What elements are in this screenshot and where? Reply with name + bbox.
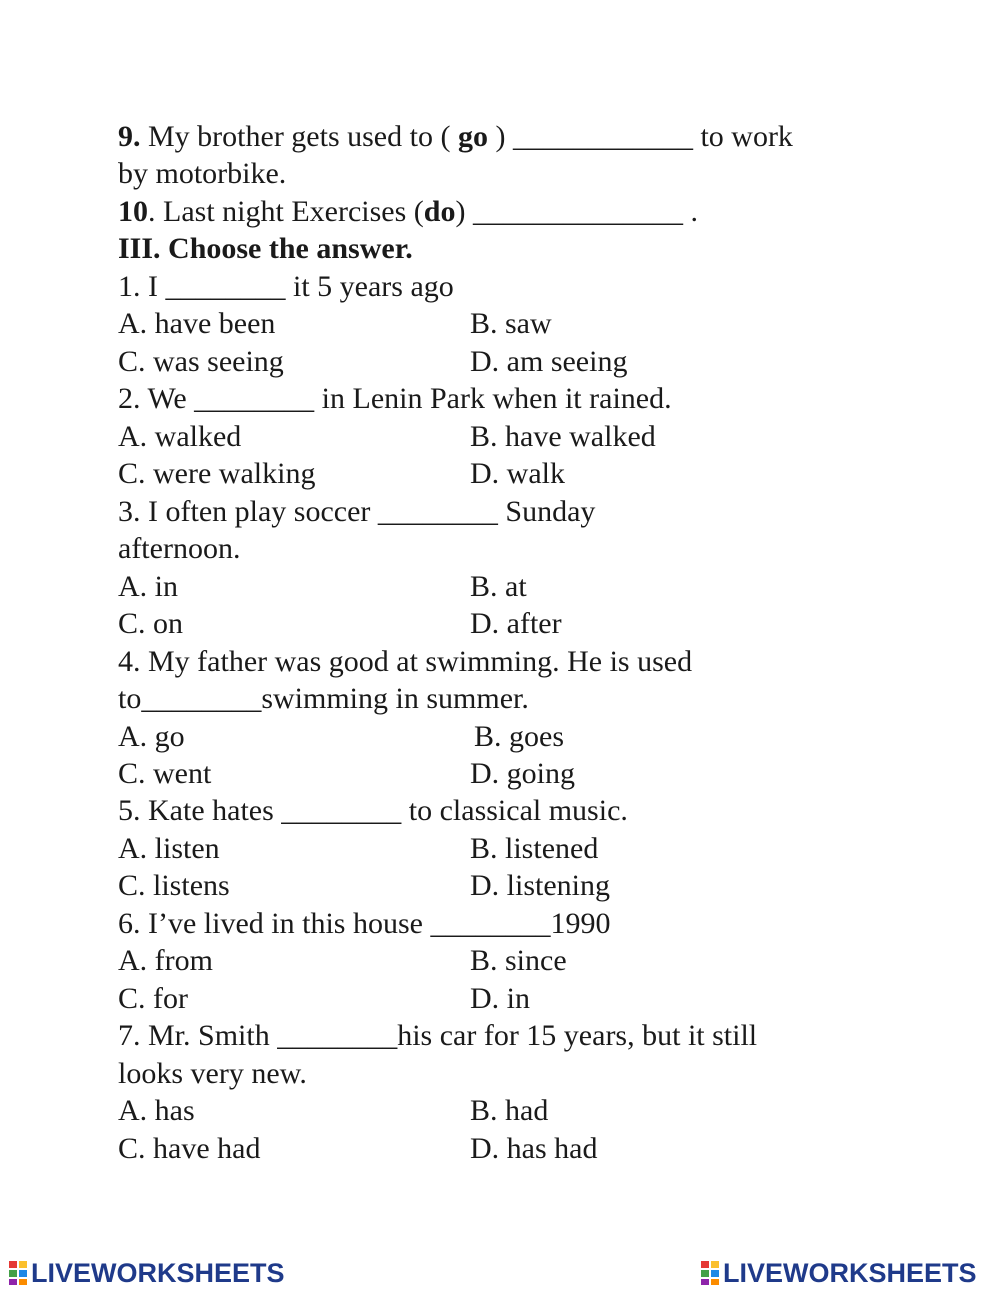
option-c[interactable]: C. on [118,607,184,640]
question-9-line-2: by motorbike. [118,157,287,190]
option-a[interactable]: A. go [118,720,185,753]
section-title: III. Choose the answer. [118,232,413,265]
question-number: 9. [118,120,141,153]
option-a[interactable]: A. listen [118,832,220,865]
mc-question-stem: 1. I ________ it 5 years ago [118,270,454,303]
option-d[interactable]: D. going [470,757,575,790]
liveworksheets-icon [8,1260,28,1286]
brand-text: LIVEWORKSHEETS [31,1257,285,1288]
option-b[interactable]: B. since [470,944,567,977]
option-d[interactable]: D. listening [470,869,610,902]
option-a[interactable]: A. walked [118,420,242,453]
option-d[interactable]: D. has had [470,1132,598,1165]
option-d[interactable]: D. am seeing [470,345,628,378]
option-a[interactable]: A. has [118,1094,195,1127]
brand-text: LIVEWORKSHEETS [723,1257,977,1288]
option-b[interactable]: B. goes [474,720,564,753]
liveworksheets-logo-left [8,1256,285,1290]
question-verb: do [423,195,456,228]
mc-question-stem: 6. I’ve lived in this house ________1990 [118,907,611,940]
mc-question-stem: 7. Mr. Smith ________his car for 15 years, but it still [118,1019,758,1052]
option-b[interactable]: B. at [470,570,527,603]
option-c[interactable]: C. went [118,757,212,790]
option-c[interactable]: C. listens [118,869,230,902]
liveworksheets-icon [700,1260,720,1286]
option-c[interactable]: C. have had [118,1132,261,1165]
option-d[interactable]: D. walk [470,457,565,490]
question-verb: go [457,120,488,153]
question-text: My brother gets used to ( [140,120,458,153]
mc-question-stem-cont: to________swimming in summer. [118,682,529,715]
option-a[interactable]: A. from [118,944,213,977]
option-b[interactable]: B. listened [470,832,599,865]
option-b[interactable]: B. have walked [470,420,656,453]
option-c[interactable]: C. for [118,982,188,1015]
option-a[interactable]: A. have been [118,307,276,340]
mc-question-stem: 5. Kate hates ________ to classical music. [118,794,628,827]
question-text: ) ____________ to work [487,120,793,153]
option-b[interactable]: B. had [470,1094,549,1127]
mc-question-stem: 3. I often play soccer ________ Sunday [118,495,596,528]
liveworksheets-logo-right [700,1256,977,1290]
mc-question-stem-cont: afternoon. [118,532,241,565]
mc-question-stem-cont: looks very new. [118,1057,307,1090]
question-9-line-1 [118,119,793,155]
question-text: . Last night Exercises ( [148,195,424,228]
option-a[interactable]: A. in [118,570,178,603]
question-text: ) ______________ . [455,195,698,228]
question-number: 10 [118,195,148,228]
option-d[interactable]: D. after [470,607,562,640]
option-c[interactable]: C. was seeing [118,345,284,378]
option-d[interactable]: D. in [470,982,530,1015]
option-c[interactable]: C. were walking [118,457,316,490]
mc-question-stem: 4. My father was good at swimming. He is used [118,645,693,678]
option-b[interactable]: B. saw [470,307,552,340]
question-10-line [118,194,698,230]
mc-question-stem: 2. We ________ in Lenin Park when it rained. [118,382,672,415]
